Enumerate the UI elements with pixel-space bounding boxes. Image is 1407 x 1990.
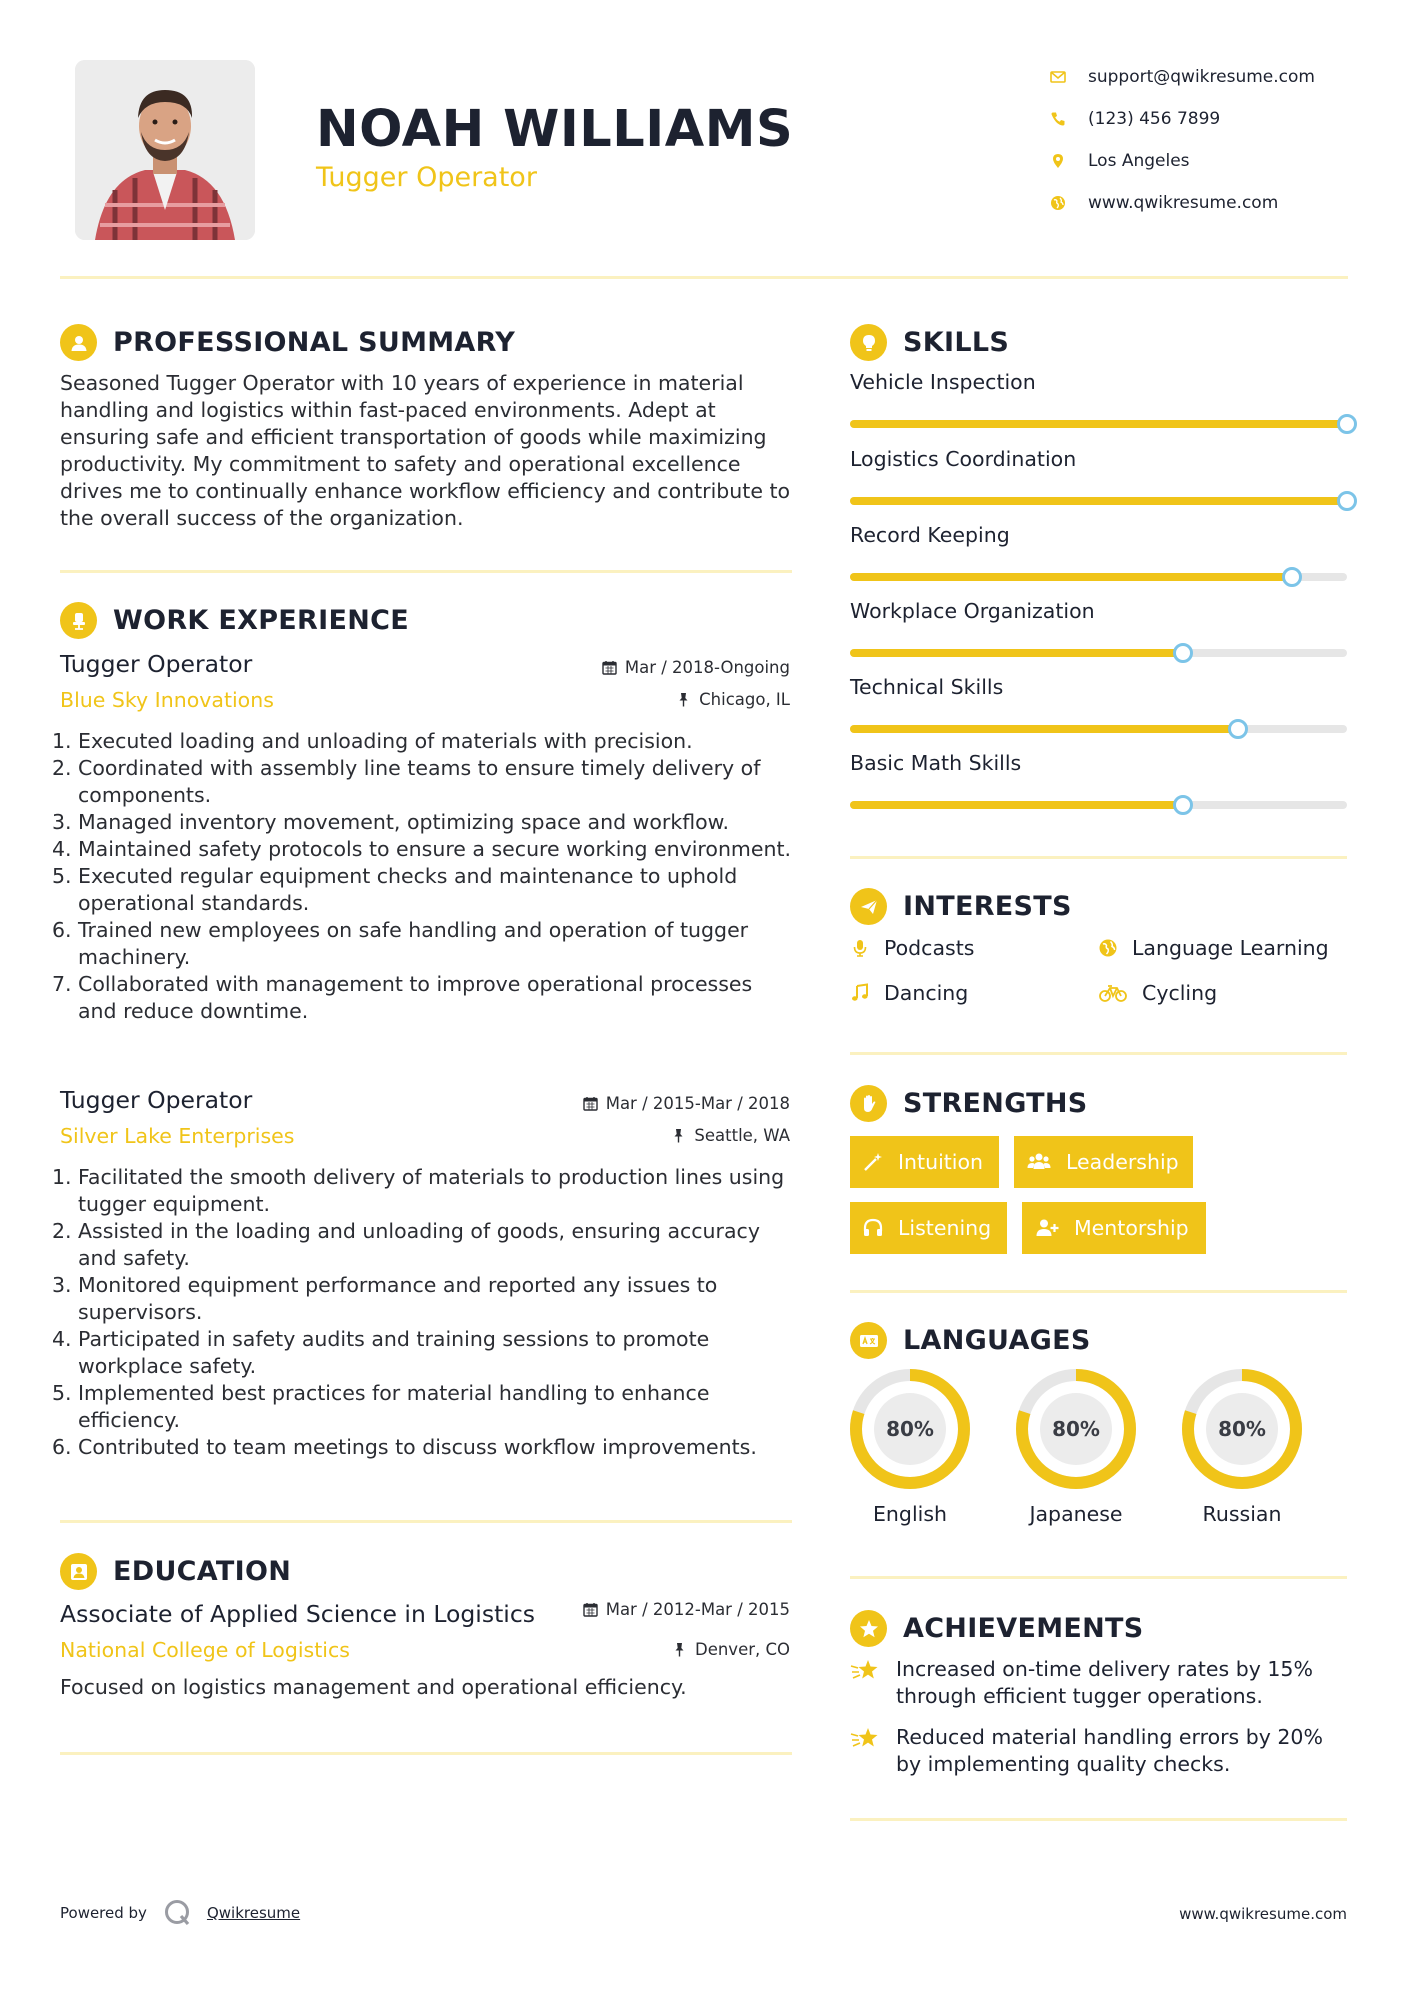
- skill-bar: [850, 573, 1347, 581]
- work-heading-text: WORK EXPERIENCE: [113, 605, 409, 636]
- summary-heading: [60, 324, 515, 361]
- job-1-company: Blue Sky Innovations: [60, 688, 274, 712]
- contact-block: [1050, 56, 1380, 224]
- language-english: [849, 1368, 971, 1526]
- strength-label: Leadership: [1066, 1150, 1179, 1174]
- skill-bar-knob: [1337, 414, 1357, 434]
- interest-language-learning: [1098, 936, 1329, 960]
- job-1-location-text: Chicago, IL: [699, 690, 790, 709]
- education-heading: [60, 1553, 291, 1590]
- work-divider: [60, 1520, 792, 1523]
- job-1-dates: [602, 658, 790, 677]
- language-percent: 80%: [886, 1417, 934, 1441]
- magic-wand-icon: [862, 1151, 884, 1173]
- language-percent: 80%: [1052, 1417, 1100, 1441]
- languages-heading-text: LANGUAGES: [903, 1325, 1091, 1356]
- contact-location: [1050, 140, 1380, 182]
- paper-plane-icon: [850, 888, 887, 925]
- job-2-location-text: Seattle, WA: [694, 1126, 790, 1145]
- headphones-icon: [862, 1217, 884, 1239]
- education-school: National College of Logistics: [60, 1638, 350, 1662]
- list-item: 2. Coordinated with assembly line teams to ensure timely delivery of components.: [52, 756, 761, 807]
- list-item: 3. Monitored equipment performance and reported any issues to supervisors.: [52, 1273, 718, 1324]
- languages-divider: [850, 1576, 1347, 1579]
- language-japanese: [1015, 1368, 1137, 1526]
- education-description: Focused on logistics management and operational efficiency.: [60, 1675, 687, 1699]
- language-name: Japanese: [1029, 1502, 1123, 1526]
- skill-name: Basic Math Skills: [850, 751, 1022, 775]
- skill-bar-fill: [850, 420, 1347, 428]
- list-item: 6. Contributed to team meetings to discuss workflow improvements.: [52, 1435, 757, 1459]
- achievement-text: Reduced material handling errors by 20% by implementing quality checks.: [896, 1725, 1323, 1776]
- user-icon: [60, 324, 97, 361]
- map-pin-icon: [1050, 153, 1088, 169]
- skill-bar-knob: [1173, 643, 1193, 663]
- skill-name: Technical Skills: [850, 675, 1004, 699]
- job-2-title: Tugger Operator: [60, 1086, 253, 1114]
- contact-website-text: www.qwikresume.com: [1088, 193, 1279, 213]
- achievement-text: Increased on-time delivery rates by 15% through efficient tugger operations.: [896, 1657, 1313, 1708]
- education-degree: Associate of Applied Science in Logistics: [60, 1600, 535, 1628]
- music-note-icon: [850, 983, 870, 1003]
- skill-bar-fill: [850, 725, 1238, 733]
- summary-heading-text: PROFESSIONAL SUMMARY: [113, 327, 516, 358]
- list-item: 2. Assisted in the loading and unloading of goods, ensuring accuracy and safety.: [52, 1219, 760, 1270]
- skill-bar-knob: [1228, 719, 1248, 739]
- job-2-location: [671, 1126, 790, 1145]
- skill-name: Vehicle Inspection: [850, 370, 1036, 394]
- interests-divider: [850, 1052, 1347, 1055]
- users-icon: [1026, 1151, 1052, 1173]
- footer-powered-by: [60, 1898, 300, 1928]
- shooting-star-icon: [850, 1658, 880, 1684]
- list-item: 7. Collaborated with management to improve operational processes and reduce downtime.: [52, 972, 753, 1023]
- strength-leadership: [1014, 1136, 1193, 1188]
- skill-item: [850, 751, 1350, 778]
- office-chair-icon: [60, 602, 97, 639]
- job-1-location: [676, 690, 790, 709]
- skill-bar-fill: [850, 573, 1292, 581]
- globe-icon: [1098, 938, 1118, 958]
- shooting-star-icon: [850, 1726, 880, 1752]
- skills-divider: [850, 856, 1347, 859]
- education-location: [672, 1640, 790, 1659]
- calendar-icon: [602, 660, 617, 675]
- achievements-heading: [850, 1610, 1144, 1647]
- strengths-heading-text: STRENGTHS: [903, 1088, 1088, 1119]
- phone-icon: [1050, 111, 1088, 127]
- education-dates-text: Mar / 2012-Mar / 2015: [605, 1600, 790, 1619]
- strength-mentorship: [1022, 1202, 1206, 1254]
- skill-bar: [850, 801, 1347, 809]
- languages-heading: [850, 1322, 1091, 1359]
- qwikresume-link[interactable]: Qwikresume: [206, 1904, 301, 1922]
- language-russian: [1181, 1368, 1303, 1526]
- candidate-title: Tugger Operator: [316, 162, 537, 193]
- job-2-company: Silver Lake Enterprises: [60, 1124, 295, 1148]
- achievement-item: [850, 1656, 1350, 1710]
- pushpin-icon: [671, 1128, 686, 1143]
- candidate-name: NOAH WILLIAMS: [316, 100, 794, 159]
- interest-podcasts: [850, 936, 974, 960]
- skills-heading-text: SKILLS: [903, 327, 1010, 358]
- job-1-bullets: [52, 728, 792, 1025]
- skill-bar: [850, 725, 1347, 733]
- contact-location-text: Los Angeles: [1088, 151, 1190, 171]
- job-2-bullets: [52, 1164, 792, 1461]
- bicycle-icon: [1098, 983, 1128, 1003]
- contact-email[interactable]: [1050, 56, 1380, 98]
- interests-heading-text: INTERESTS: [903, 891, 1072, 922]
- summary-divider: [60, 570, 792, 573]
- strength-listening: [850, 1202, 1007, 1254]
- contact-phone-text: (123) 456 7899: [1088, 109, 1221, 129]
- job-2-dates: [583, 1094, 790, 1113]
- powered-by-text: Powered by: [60, 1904, 147, 1922]
- list-item: 6. Trained new employees on safe handling and operation of tugger machinery.: [52, 918, 749, 969]
- skill-name: Record Keeping: [850, 523, 1010, 547]
- education-divider: [60, 1752, 792, 1755]
- lightbulb-icon: [850, 324, 887, 361]
- skill-bar: [850, 497, 1347, 505]
- job-2-dates-text: Mar / 2015-Mar / 2018: [605, 1094, 790, 1113]
- language-percent: 80%: [1218, 1417, 1266, 1441]
- pushpin-icon: [676, 692, 691, 707]
- skill-item: [850, 675, 1350, 702]
- skill-name: Logistics Coordination: [850, 447, 1077, 471]
- interest-label: Dancing: [884, 981, 969, 1005]
- list-item: 4. Maintained safety protocols to ensure a secure working environment.: [52, 837, 792, 861]
- achievements-heading-text: ACHIEVEMENTS: [903, 1613, 1144, 1644]
- calendar-icon: [583, 1602, 598, 1617]
- graduate-icon: [60, 1553, 97, 1590]
- pushpin-icon: [672, 1642, 687, 1657]
- qwikresume-logo-icon: [163, 1898, 193, 1928]
- skill-bar-knob: [1173, 795, 1193, 815]
- language-card-icon: [850, 1322, 887, 1359]
- skill-item: [850, 523, 1350, 550]
- list-item: 4. Participated in safety audits and training sessions to promote workplace safety.: [52, 1327, 710, 1378]
- globe-icon: [1050, 195, 1088, 211]
- skill-item: [850, 447, 1350, 474]
- education-heading-text: EDUCATION: [113, 1556, 292, 1587]
- user-plus-icon: [1034, 1217, 1060, 1239]
- skill-bar-fill: [850, 801, 1183, 809]
- skill-bar: [850, 649, 1347, 657]
- skill-bar-fill: [850, 649, 1183, 657]
- raised-hand-icon: [850, 1085, 887, 1122]
- calendar-icon: [583, 1096, 598, 1111]
- header-divider: [60, 276, 1348, 279]
- profile-photo: [75, 60, 255, 240]
- language-name: English: [872, 1502, 948, 1526]
- skill-bar-fill: [850, 497, 1347, 505]
- language-name: Russian: [1202, 1502, 1282, 1526]
- interest-label: Cycling: [1142, 981, 1218, 1005]
- list-item: 1. Executed loading and unloading of materials with precision.: [52, 729, 693, 753]
- contact-email-text: support@qwikresume.com: [1088, 67, 1315, 87]
- skill-bar: [850, 420, 1347, 428]
- summary-text: Seasoned Tugger Operator with 10 years of experience in material handling and logistics within fast-paced environments. Adept at ensuring safe and efficient transportation of goods while maximizing productivity. My commitment to safety and operational excellence drives me to continually enhance workflow efficiency and contribute to the overall success of the organization.: [60, 371, 791, 530]
- contact-phone[interactable]: [1050, 98, 1380, 140]
- skill-name: Workplace Organization: [850, 599, 1095, 623]
- person-photo-icon: [75, 60, 255, 240]
- work-heading: [60, 602, 409, 639]
- list-item: 3. Managed inventory movement, optimizing space and workflow.: [52, 810, 730, 834]
- interest-dancing: [850, 981, 968, 1005]
- skill-bar-knob: [1282, 567, 1302, 587]
- strengths-heading: [850, 1085, 1088, 1122]
- interest-label: Language Learning: [1132, 936, 1329, 960]
- envelope-icon: [1050, 69, 1088, 85]
- skill-item: [850, 370, 1350, 397]
- footer-website-link[interactable]: www.qwikresume.com: [1179, 1905, 1347, 1923]
- skill-item: [850, 599, 1350, 626]
- strength-label: Mentorship: [1074, 1216, 1189, 1240]
- interests-heading: [850, 888, 1072, 925]
- interest-cycling: [1098, 981, 1217, 1005]
- contact-website[interactable]: [1050, 182, 1380, 224]
- achievements-divider: [850, 1818, 1347, 1821]
- microphone-icon: [850, 938, 870, 958]
- list-item: 1. Facilitated the smooth delivery of materials to production lines using tugger equipment.: [52, 1165, 785, 1216]
- strength-label: Listening: [898, 1216, 992, 1240]
- job-1-title: Tugger Operator: [60, 650, 253, 678]
- list-item: 5. Implemented best practices for material handling to enhance efficiency.: [52, 1381, 710, 1432]
- education-location-text: Denver, CO: [694, 1640, 790, 1659]
- list-item: 5. Executed regular equipment checks and maintenance to uphold operational standards.: [52, 864, 738, 915]
- interest-label: Podcasts: [884, 936, 975, 960]
- strength-intuition: [850, 1136, 999, 1188]
- skills-heading: [850, 324, 1009, 361]
- job-1-dates-text: Mar / 2018-Ongoing: [624, 658, 790, 677]
- strength-label: Intuition: [898, 1150, 984, 1174]
- achievement-item: [850, 1724, 1350, 1778]
- skill-bar-knob: [1337, 491, 1357, 511]
- strengths-divider: [850, 1290, 1347, 1293]
- star-badge-icon: [850, 1610, 887, 1647]
- education-dates: [583, 1600, 790, 1619]
